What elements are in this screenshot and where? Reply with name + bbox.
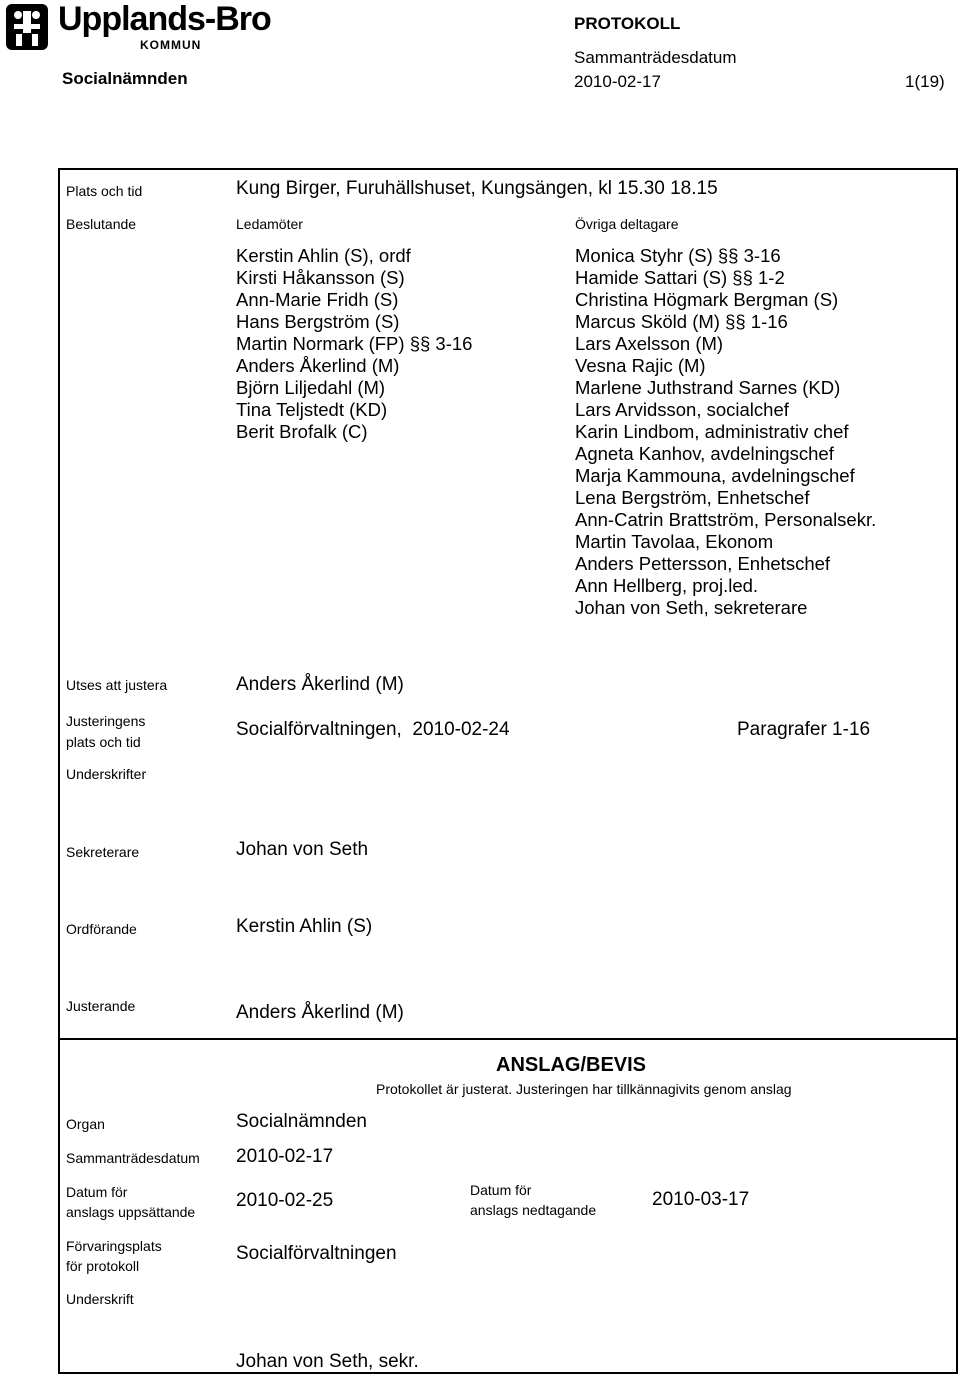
- utses-label: Utses att justera: [66, 677, 168, 693]
- list-item: Björn Liljedahl (M): [236, 377, 386, 398]
- removed-value: 2010-03-17: [652, 1189, 750, 1210]
- logo-subtitle: KOMMUN: [140, 38, 202, 52]
- paragraphs-value: Paragrafer 1-16: [737, 719, 871, 740]
- storage-label-2: för protokoll: [66, 1258, 140, 1274]
- members-header: Ledamöter: [236, 216, 303, 232]
- signature-value: Johan von Seth, sekr.: [236, 1351, 419, 1372]
- anslag-date-value: 2010-02-17: [236, 1146, 334, 1167]
- list-item: Martin Normark (FP) §§ 3-16: [236, 333, 473, 354]
- list-item: Anders Åkerlind (M): [236, 355, 400, 376]
- anslag-date-label: Sammanträdesdatum: [66, 1150, 200, 1166]
- removed-label-2: anslags nedtagande: [470, 1202, 597, 1218]
- posted-value: 2010-02-25: [236, 1190, 334, 1211]
- logo-name: Upplands-Bro: [58, 0, 271, 38]
- meeting-date: 2010-02-17: [574, 72, 661, 91]
- list-item: Christina Högmark Bergman (S): [575, 289, 839, 310]
- list-item: Martin Tavolaa, Ekonom: [575, 531, 774, 552]
- list-item: Ann Hellberg, proj.led.: [575, 575, 759, 596]
- anslag-title: ANSLAG/BEVIS: [496, 1054, 647, 1076]
- list-item: Kirsti Håkansson (S): [236, 267, 405, 288]
- list-item: Agneta Kanhov, avdelningschef: [575, 443, 834, 464]
- list-item: Karin Lindbom, administrativ chef: [575, 421, 849, 442]
- list-item: Lena Bergström, Enhetschef: [575, 487, 810, 508]
- list-item: Vesna Rajic (M): [575, 355, 706, 376]
- place-value: Kung Birger, Furuhällshuset, Kungsängen, kl 15.30 18.15: [236, 178, 718, 199]
- others-header: Övriga deltagare: [575, 216, 679, 232]
- signatures-label: Underskrifter: [66, 766, 147, 782]
- chair-value: Kerstin Ahlin (S): [236, 916, 373, 937]
- list-item: Berit Brofalk (C): [236, 421, 368, 442]
- adjuster-value: Anders Åkerlind (M): [236, 1002, 404, 1023]
- justering-place-label-1: Justeringens: [66, 713, 146, 729]
- secretary-value: Johan von Seth: [236, 839, 369, 860]
- decision-label: Beslutande: [66, 216, 137, 232]
- list-item: Marja Kammouna, avdelningschef: [575, 465, 855, 486]
- meeting-date-label: Sammanträdesdatum: [574, 48, 737, 67]
- signature-label: Underskrift: [66, 1291, 134, 1307]
- list-item: Anders Pettersson, Enhetschef: [575, 553, 831, 574]
- others-list: [575, 245, 876, 619]
- list-item: Hamide Sattari (S) §§ 1-2: [575, 267, 785, 288]
- storage-value: Socialförvaltningen: [236, 1243, 397, 1264]
- document-type: PROTOKOLL: [574, 14, 681, 33]
- posted-label-1: Datum för: [66, 1184, 128, 1200]
- organ-label: Organ: [66, 1116, 105, 1132]
- list-item: Lars Axelsson (M): [575, 333, 724, 354]
- list-item: Ann-Marie Fridh (S): [236, 289, 399, 310]
- posted-label-2: anslags uppsättande: [66, 1204, 196, 1220]
- list-item: Marlene Juthstrand Sarnes (KD): [575, 377, 841, 398]
- chair-label: Ordförande: [66, 921, 137, 937]
- adjuster-label: Justerande: [66, 998, 136, 1014]
- list-item: Tina Teljstedt (KD): [236, 399, 388, 420]
- list-item: Hans Bergström (S): [236, 311, 400, 332]
- logo-figure-icon: [4, 2, 50, 52]
- list-item: Marcus Sköld (M) §§ 1-16: [575, 311, 788, 332]
- list-item: Ann-Catrin Brattström, Personalsekr.: [575, 509, 877, 530]
- list-item: Johan von Seth, sekreterare: [575, 597, 808, 618]
- page-number: 1(19): [905, 72, 945, 91]
- list-item: Lars Arvidsson, socialchef: [575, 399, 789, 420]
- justering-place-label-2: plats och tid: [66, 734, 141, 750]
- place-label: Plats och tid: [66, 183, 143, 199]
- utses-value: Anders Åkerlind (M): [236, 674, 404, 695]
- members-list: [236, 245, 472, 443]
- list-item: Monica Styhr (S) §§ 3-16: [575, 245, 781, 266]
- storage-label-1: Förvaringsplats: [66, 1238, 162, 1254]
- justering-place-value: Socialförvaltningen, 2010-02-24: [236, 719, 510, 740]
- municipality-logo: [4, 2, 294, 52]
- committee-name: Socialnämnden: [62, 69, 188, 88]
- removed-label-1: Datum för: [470, 1182, 532, 1198]
- anslag-subtitle: Protokollet är justerat. Justeringen har tillkännagivits genom anslag: [376, 1081, 792, 1097]
- secretary-label: Sekreterare: [66, 844, 140, 860]
- list-item: Kerstin Ahlin (S), ordf: [236, 245, 411, 266]
- organ-value: Socialnämnden: [236, 1111, 367, 1132]
